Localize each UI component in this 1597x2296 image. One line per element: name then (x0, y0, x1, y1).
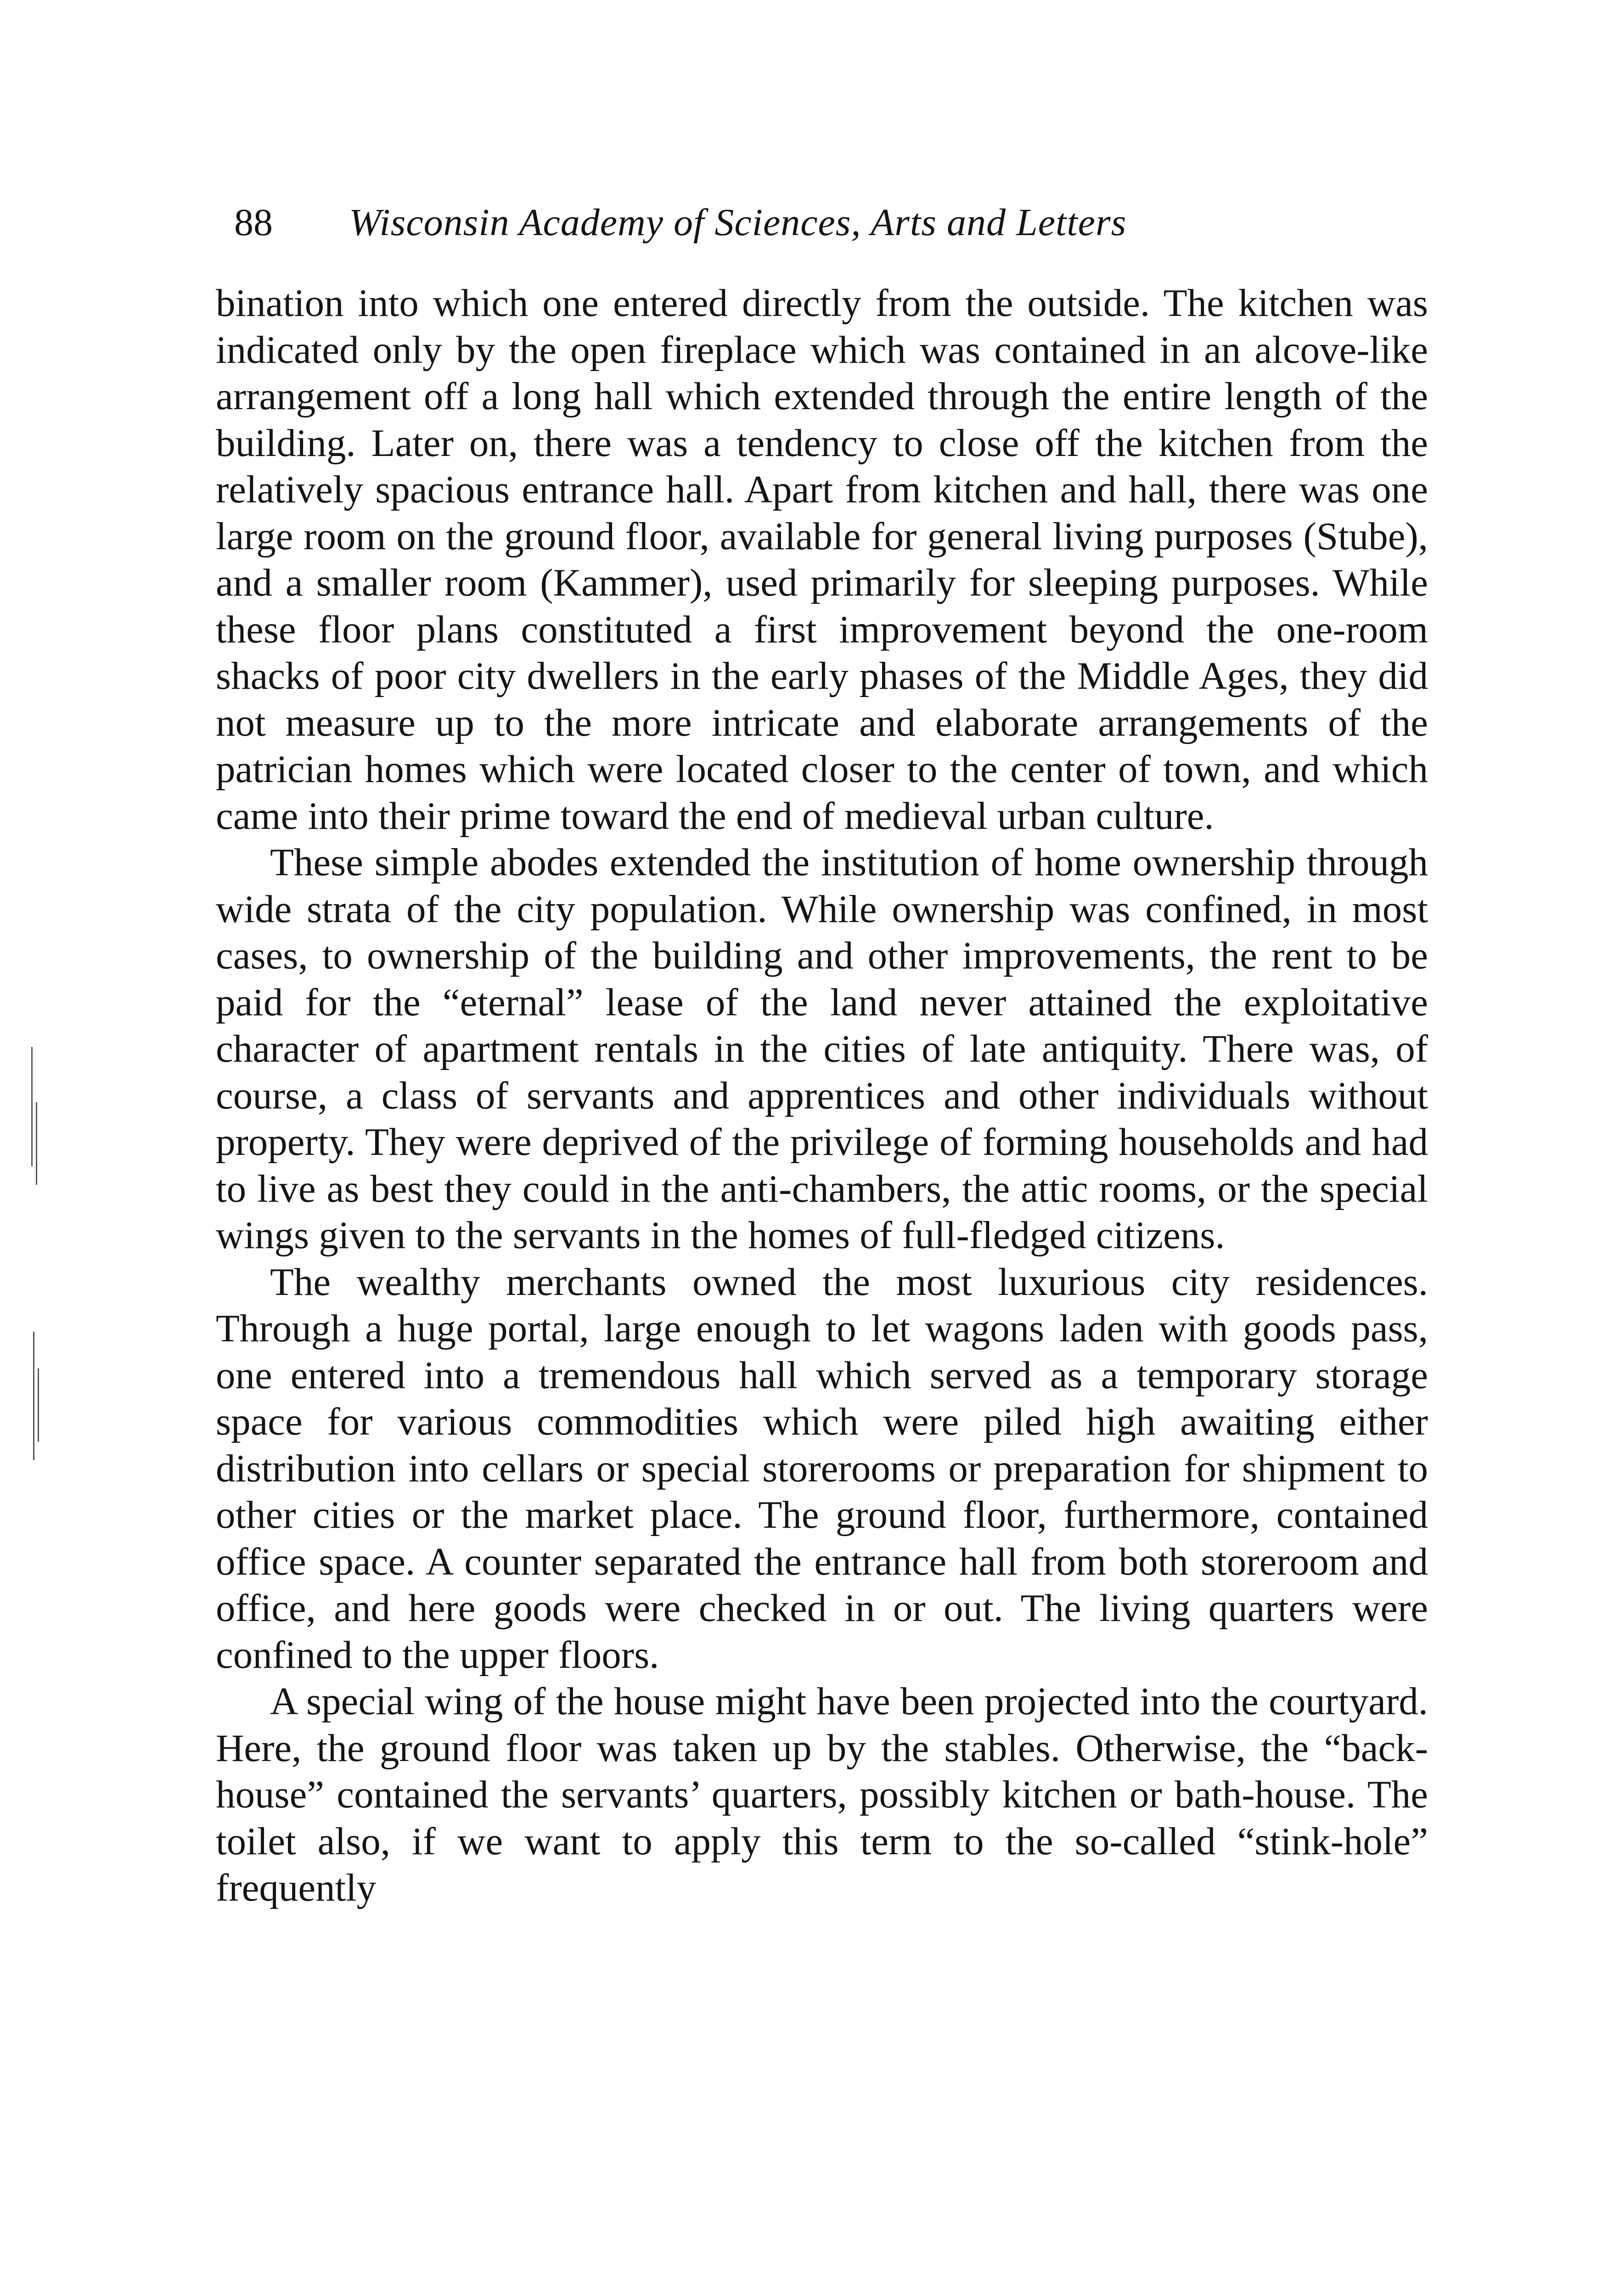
paragraph-3: The wealthy merchants owned the most luxurious city residences. Through a huge portal, large enough to let wagons laden with goods pass, one entered into a tremendous hall which served as a temporary storage space for various commodities which were piled high awaiting either distribution into cellars or special storerooms or preparation for shipment to other cities or the market place. The ground floor, furthermore, contained office space. A counter separated the entrance hall from both storeroom and office, and here goods were checked in or out. The living quarters were confined to the upper floors. (216, 1260, 1428, 1677)
paragraph-1: bination into which one entered directly from the outside. The kitchen was indicated only by the open fireplace which was contained in an alcove-like arrangement off a long hall which extended through the entire length of the building. Later on, there was a tendency to close off the kitchen from the relatively spacious entrance hall. Apart from kitchen and hall, there was one large room on the ground floor, available for general living purposes (Stube), and a smaller room (Kammer), used primarily for sleeping purposes. While these floor plans constituted a first improvement beyond the one-room shacks of poor city dwellers in the early phases of the Middle Ages, they did not measure up to the more intricate and elaborate arrangements of the patrician homes which were located closer to the center of town, and which came into their prime toward the end of medieval urban culture. (216, 281, 1428, 838)
page (216, 193, 1428, 1912)
running-head (216, 193, 1428, 253)
paragraph-2: These simple abodes extended the institution of home ownership through wide strata of the city population. While ownership was confined, in most cases, to ownership of the building and other improvements, the rent to be paid for the “eternal” lease of the land never attained the exploitative character of apartment rentals in the cities of late antiquity. There was, of course, a class of servants and apprentices and other individuals without property. They were deprived of the privilege of forming households and had to live as best they could in the anti-chambers, the attic rooms, or the special wings given to the servants in the homes of full-fledged citizens. (216, 841, 1428, 1257)
journal-title: Wisconsin Academy of Sciences, Arts and Letters (349, 201, 1127, 244)
paragraph-4: A special wing of the house might have been projected into the courtyard. Here, the ground floor was taken up by the stables. Otherwise, the “back-house” contained the servants’ quarters, possibly kitchen or bath-house. The toilet also, if we want to apply this term to the so-called “stink-hole” frequently (216, 1680, 1428, 1909)
body-text (216, 280, 1428, 1912)
page-number: 88 (234, 201, 273, 244)
margin-scan-marks (28, 1047, 46, 1460)
